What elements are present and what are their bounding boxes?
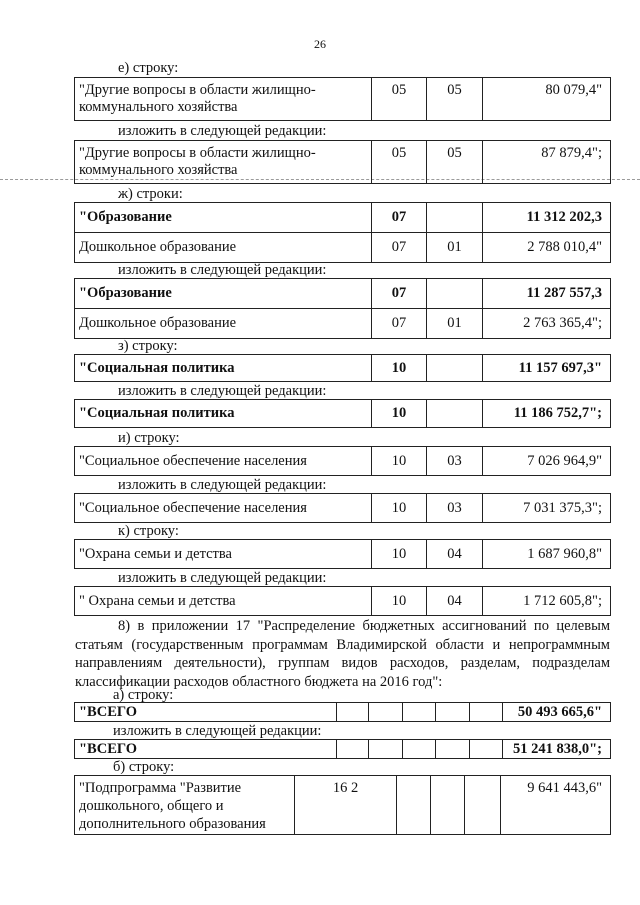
row-name: "ВСЕГО — [75, 740, 337, 759]
table-rows-zh-old — [74, 202, 611, 263]
section-i-new-label: изложить в следующей редакции: — [118, 477, 327, 493]
row-sum: 2 763 365,4"; — [483, 309, 611, 339]
empty-cell — [369, 703, 403, 722]
empty-cell — [369, 740, 403, 759]
row-name: "Другие вопросы в области жилищно-коммунального хозяйства — [75, 141, 372, 184]
paragraph-8: 8) в приложении 17 "Распределение бюджетных ассигнований по целевым статьям (государственным программам Владимирской области и непрограммным направлениям деятельности), группам видов расходов, разделам, подразделам классификации расходов областного бюджета на 2016 год": — [75, 618, 610, 690]
empty-cell — [470, 703, 503, 722]
row-subsection-code — [427, 400, 483, 428]
row-name: "Социальное обеспечение населения — [75, 447, 372, 476]
row-section-code: 10 — [372, 587, 427, 616]
row-sum: 7 031 375,3"; — [483, 494, 611, 523]
section-z-label: з) строку: — [118, 338, 178, 354]
row-section-code: 05 — [372, 78, 427, 121]
section-k-label: к) строку: — [118, 523, 179, 539]
row-subsection-code: 03 — [427, 447, 483, 476]
row-name: "Подпрограмма "Развитие дошкольного, общего и дополнительного образования — [75, 776, 295, 835]
table-row-k-new — [74, 586, 611, 616]
row-section-code: 10 — [372, 447, 427, 476]
section-i-label: и) строку: — [118, 430, 180, 446]
section-e-label: е) строку: — [118, 60, 179, 76]
row-name: "ВСЕГО — [75, 703, 337, 722]
table-row-vsego-old — [74, 702, 611, 722]
row-name: "Социальное обеспечение населения — [75, 494, 372, 523]
row-sum: 2 788 010,4" — [483, 233, 611, 263]
row-sum: 11 312 202,3 — [483, 203, 611, 233]
table-row-i-old — [74, 446, 611, 476]
empty-cell — [431, 776, 465, 835]
table-row-subprogram — [74, 775, 611, 835]
table-row-e-new — [74, 140, 611, 184]
empty-cell — [403, 703, 436, 722]
empty-cell — [337, 703, 369, 722]
section-8a-label: а) строку: — [113, 687, 174, 703]
row-sum: 1 712 605,8"; — [483, 587, 611, 616]
row-sum: 87 879,4"; — [483, 141, 611, 184]
row-subsection-code: 01 — [427, 309, 483, 339]
empty-cell — [436, 703, 470, 722]
section-8b-label: б) строку: — [113, 759, 175, 775]
section-e-new-label: изложить в следующей редакции: — [118, 123, 327, 139]
row-subsection-code: 04 — [427, 540, 483, 569]
section-zh-label: ж) строки: — [118, 186, 183, 202]
empty-cell — [397, 776, 431, 835]
row-name: Дошкольное образование — [75, 309, 372, 339]
row-subsection-code: 05 — [427, 78, 483, 121]
row-sum: 51 241 838,0"; — [503, 740, 611, 759]
row-section-code: 10 — [372, 355, 427, 382]
row-name: "Образование — [75, 203, 372, 233]
row-sum: 11 287 557,3 — [483, 279, 611, 309]
table-row-z-old — [74, 354, 611, 382]
row-section-code: 07 — [372, 233, 427, 263]
table-row-vsego-new — [74, 739, 611, 759]
empty-cell — [337, 740, 369, 759]
row-sum: 1 687 960,8" — [483, 540, 611, 569]
row-name: "Охрана семьи и детства — [75, 540, 372, 569]
empty-cell — [465, 776, 501, 835]
row-program-code: 16 2 — [295, 776, 397, 835]
row-name: "Социальная политика — [75, 355, 372, 382]
row-name: Дошкольное образование — [75, 233, 372, 263]
row-name: " Охрана семьи и детства — [75, 587, 372, 616]
section-z-new-label: изложить в следующей редакции: — [118, 383, 327, 399]
row-sum: 9 641 443,6" — [501, 776, 611, 835]
row-subsection-code — [427, 203, 483, 233]
row-sum: 50 493 665,6" — [503, 703, 611, 722]
table-row-i-new — [74, 493, 611, 523]
row-subsection-code — [427, 279, 483, 309]
row-name: "Социальная политика — [75, 400, 372, 428]
table-rows-zh-new — [74, 278, 611, 339]
row-name: "Другие вопросы в области жилищно-коммунального хозяйства — [75, 78, 372, 121]
row-sum: 7 026 964,9" — [483, 447, 611, 476]
row-sum: 80 079,4" — [483, 78, 611, 121]
table-row-k-old — [74, 539, 611, 569]
row-section-code: 05 — [372, 141, 427, 184]
table-row-e-old — [74, 77, 611, 121]
empty-cell — [436, 740, 470, 759]
row-subsection-code — [427, 355, 483, 382]
row-section-code: 07 — [372, 279, 427, 309]
row-sum: 11 186 752,7"; — [483, 400, 611, 428]
row-section-code: 10 — [372, 400, 427, 428]
row-section-code: 10 — [372, 540, 427, 569]
empty-cell — [470, 740, 503, 759]
row-subsection-code: 03 — [427, 494, 483, 523]
row-section-code: 10 — [372, 494, 427, 523]
row-subsection-code: 05 — [427, 141, 483, 184]
section-k-new-label: изложить в следующей редакции: — [118, 570, 327, 586]
table-row-z-new — [74, 399, 611, 428]
section-8a-new-label: изложить в следующей редакции: — [113, 723, 322, 739]
row-section-code: 07 — [372, 309, 427, 339]
page-number: 26 — [314, 37, 326, 51]
row-section-code: 07 — [372, 203, 427, 233]
row-name: "Образование — [75, 279, 372, 309]
section-zh-new-label: изложить в следующей редакции: — [118, 262, 327, 278]
empty-cell — [403, 740, 436, 759]
row-subsection-code: 01 — [427, 233, 483, 263]
row-subsection-code: 04 — [427, 587, 483, 616]
row-sum: 11 157 697,3" — [483, 355, 611, 382]
